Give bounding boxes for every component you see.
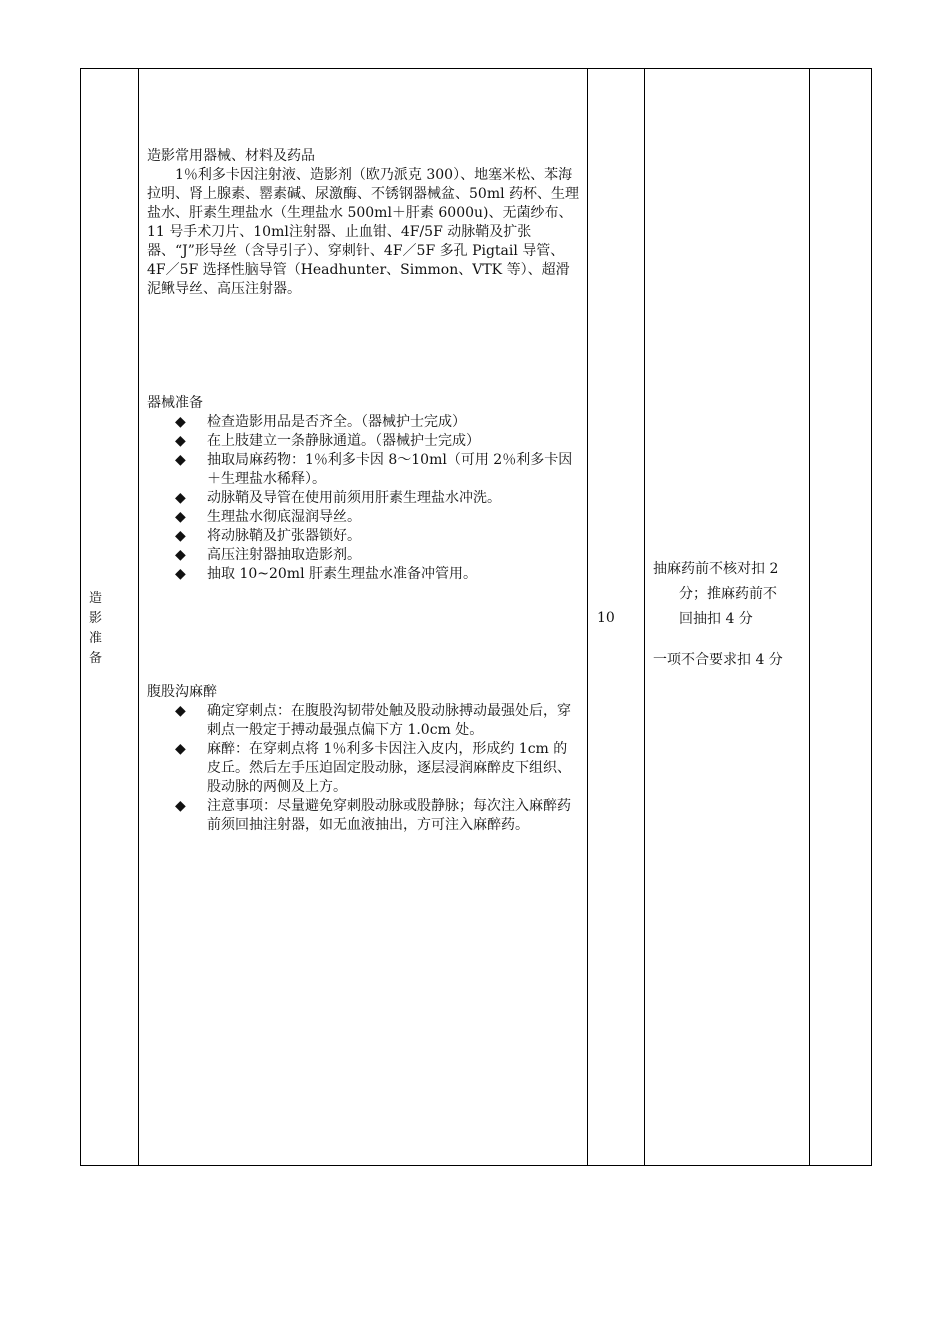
list-item: ◆ 在上肢建立一条静脉通道。（器械护士完成） (175, 433, 480, 449)
diamond-bullet-icon: ◆ (175, 703, 186, 719)
column-divider (138, 69, 139, 1165)
list-item: ◆ 检查造影用品是否齐全。（器械护士完成） (175, 414, 466, 430)
diamond-bullet-icon: ◆ (175, 566, 186, 582)
list-item: ◆ 动脉鞘及导管在使用前须用肝素生理盐水冲洗。 (175, 490, 501, 506)
diamond-bullet-icon: ◆ (175, 433, 186, 449)
list-item: ◆ 麻醉：在穿刺点将 1％利多卡因注入皮内，形成约 1cm 的皮丘。然后左手压迫固定股动脉，逐层浸润麻醉皮下组织、股动脉的两侧及上方。 (175, 741, 571, 795)
score-value: 10 (597, 610, 615, 626)
deduction-line: 分；推麻药前不 (679, 586, 777, 602)
list-item: ◆ 生理盐水彻底湿润导丝。 (175, 509, 361, 525)
instrument-prep-list (147, 413, 581, 584)
row-label (89, 589, 133, 669)
list-item: ◆ 抽取局麻药物：1％利多卡因 8～10ml（可用 2％利多卡因＋生理盐水稀释）。 (175, 452, 573, 487)
diamond-bullet-icon: ◆ (175, 509, 186, 525)
deduction-line: 抽麻药前不核对扣 2 (653, 561, 779, 577)
anesthesia-section (147, 683, 581, 835)
diamond-bullet-icon: ◆ (175, 741, 186, 757)
column-divider (587, 69, 588, 1165)
deduction-line: 一项不合要求扣 4 分 (653, 652, 783, 668)
list-item: ◆ 抽取 10~20ml 肝素生理盐水准备冲管用。 (175, 566, 478, 582)
diamond-bullet-icon: ◆ (175, 490, 186, 506)
section-title: 造影常用器械、材料及药品 (147, 148, 315, 164)
diamond-bullet-icon: ◆ (175, 452, 186, 468)
anesthesia-list (147, 702, 581, 835)
scoring-table (80, 68, 872, 1166)
section-title: 器械准备 (147, 395, 203, 411)
list-item: ◆ 将动脉鞘及扩张器锁好。 (175, 528, 361, 544)
row-label-line-2: 准 备 (89, 631, 111, 666)
diamond-bullet-icon: ◆ (175, 528, 186, 544)
equipment-materials-text: 1％利多卡因注射液、造影剂（欧乃派克 300）、地塞米松、苯海拉明、肾上腺素、罂素碱、尿激酶、不锈钢器械盆、50ml 药杯、生理盐水、肝素生理盐水（生理盐水 500ml＋肝素 6000u)、无菌纱布、11 号手术刀片、10ml注射器、止血钳、4F/5F 动脉鞘及扩张器、“J”形导丝（含导引子）、穿刺针、4F／5F 多孔 Pigtail 导管、4F／5F 选择性脑导管（Headhunter、Simmon、VTK 等）、超滑泥鳅导丝、高压注射器。 (147, 167, 580, 297)
deduction-criteria (653, 557, 813, 673)
section-title: 腹股沟麻醉 (147, 684, 217, 700)
row-label-line-1: 造 影 (89, 591, 111, 626)
equipment-materials-section (147, 147, 581, 299)
diamond-bullet-icon: ◆ (175, 798, 186, 814)
instrument-prep-section (147, 394, 581, 584)
deduction-line: 回抽扣 4 分 (679, 611, 753, 627)
list-item: ◆ 注意事项：尽量避免穿刺股动脉或股静脉；每次注入麻醉药前须回抽注射器，如无血液抽出，方可注入麻醉药。 (175, 798, 571, 833)
diamond-bullet-icon: ◆ (175, 414, 186, 430)
list-item: ◆ 高压注射器抽取造影剂。 (175, 547, 361, 563)
list-item: ◆ 确定穿刺点：在腹股沟韧带处触及股动脉搏动最强处后，穿刺点一般定于搏动最强点偏下方 1.0cm 处。 (175, 703, 571, 738)
diamond-bullet-icon: ◆ (175, 547, 186, 563)
